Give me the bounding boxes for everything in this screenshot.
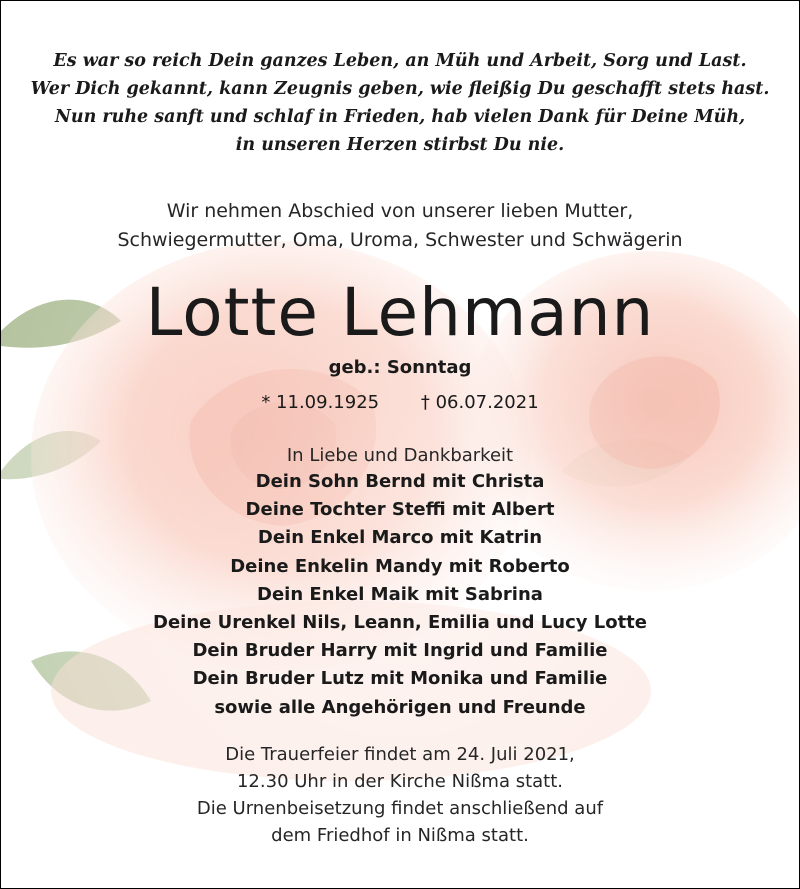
mourner-line: Dein Enkel Maik mit Sabrina — [257, 583, 543, 605]
poem-line: Es war so reich Dein ganzes Leben, an Müh und Arbeit, Sorg und Last. — [53, 51, 747, 71]
service-line: dem Friedhof in Nißma statt. — [271, 825, 529, 846]
deceased-name: Lotte Lehmann — [145, 274, 655, 351]
mourner-line: Deine Urenkel Nils, Leann, Emilia und Lucy Lotte — [153, 612, 647, 634]
mourner-line: Dein Bruder Lutz mit Monika und Familie — [192, 668, 608, 690]
mourner-line: Deine Enkelin Mandy mit Roberto — [230, 555, 570, 577]
poem-line: in unseren Herzen stirbst Du nie. — [235, 135, 565, 155]
service-information — [1, 741, 799, 849]
birth-name: geb.: Sonntag — [328, 357, 472, 378]
mourner-line: Deine Tochter Steffi mit Albert — [245, 499, 555, 521]
mourner-line: Dein Sohn Bernd mit Christa — [255, 471, 545, 492]
mourners-list — [1, 468, 799, 722]
intro-line: Schwiegermutter, Oma, Uroma, Schwester und Schwägerin — [117, 229, 683, 251]
farewell-intro — [1, 197, 799, 255]
mourner-line: Dein Enkel Marco mit Katrin — [257, 527, 543, 549]
poem-line: Nun ruhe sanft und schlaf in Frieden, hab vielen Dank für Deine Müh, — [54, 107, 746, 127]
service-line: Die Urnenbeisetzung findet anschließend auf — [196, 798, 604, 819]
mourner-line: Dein Bruder Harry mit Ingrid und Familie — [192, 640, 608, 662]
life-dates — [1, 390, 799, 416]
mourner-line: sowie alle Angehörigen und Freunde — [214, 696, 586, 718]
service-line: 12.30 Uhr in der Kirche Nißma statt. — [236, 771, 563, 792]
service-line: Die Trauerfeier findet am 24. Juli 2021, — [225, 744, 575, 765]
opening-poem — [1, 47, 799, 159]
poem-line: Wer Dich gekannt, kann Zeugnis geben, wie fleißig Du geschafft stets hast. — [30, 79, 770, 99]
death-date: † 06.07.2021 — [420, 392, 539, 413]
birth-date: * 11.09.1925 — [261, 392, 380, 413]
intro-line: Wir nehmen Abschied von unserer lieben Mutter, — [166, 200, 634, 222]
mourners-intro: In Liebe und Dankbarkeit — [286, 445, 514, 466]
